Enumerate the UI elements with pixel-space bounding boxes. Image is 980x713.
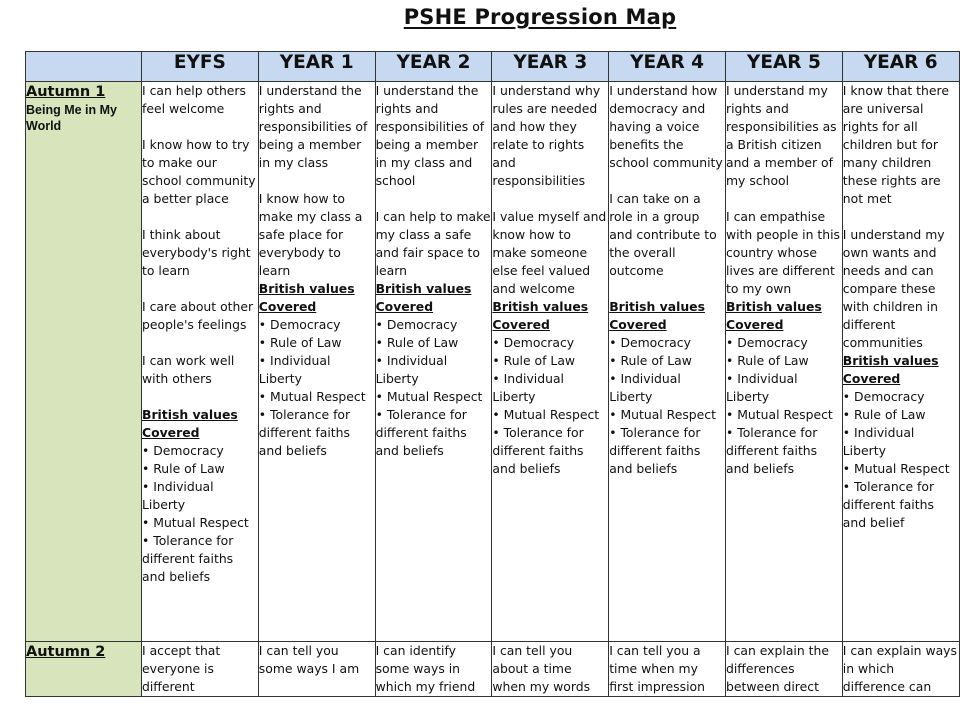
british-value-item: • Mutual Respect bbox=[492, 406, 608, 424]
outcome-statement: I can help others feel welcome bbox=[142, 83, 246, 116]
british-value-item: • Individual Liberty bbox=[609, 370, 725, 406]
british-value-item: • Rule of Law bbox=[376, 334, 492, 352]
british-value-item: • Rule of Law bbox=[609, 352, 725, 370]
term-cell bbox=[26, 642, 142, 697]
header-eyfs: EYFS bbox=[142, 52, 259, 82]
outcome-statement: I understand my rights and responsibilities as a British citizen and a member of my school bbox=[725, 83, 837, 188]
outcome-cell-year-2 bbox=[375, 82, 492, 642]
header-row bbox=[26, 52, 960, 82]
outcome-statement: I can identify some ways in which my friend bbox=[375, 643, 476, 694]
outcome-statement: I know how to try to make our school community a better place bbox=[142, 137, 256, 206]
outcome-cell-eyfs bbox=[142, 82, 259, 642]
british-value-item: • Individual Liberty bbox=[492, 370, 608, 406]
british-values-list bbox=[726, 334, 842, 478]
outcome-cell-year-6 bbox=[842, 642, 959, 697]
outcome-statement: I can explain the differences between direct bbox=[725, 643, 829, 694]
header-year-4: YEAR 4 bbox=[609, 52, 726, 82]
outcome-statement: I think about everybody's right to learn bbox=[142, 227, 251, 278]
british-value-item: • Democracy bbox=[376, 316, 492, 334]
british-value-item: • Individual Liberty bbox=[376, 352, 492, 388]
british-values-list bbox=[843, 388, 959, 532]
british-value-item: • Individual Liberty bbox=[726, 370, 842, 406]
british-value-item: • Rule of Law bbox=[726, 352, 842, 370]
outcome-cell-year-1 bbox=[258, 642, 375, 697]
header-year-3: YEAR 3 bbox=[492, 52, 609, 82]
british-value-item: • Democracy bbox=[609, 334, 725, 352]
british-values-list bbox=[492, 334, 608, 478]
outcome-statement: I can empathise with people in this country whose lives are different to my own bbox=[725, 209, 840, 296]
british-value-item: • Mutual Respect bbox=[726, 406, 842, 424]
british-value-item: • Individual Liberty bbox=[142, 478, 258, 514]
header-year-2: YEAR 2 bbox=[375, 52, 492, 82]
header-year-5: YEAR 5 bbox=[725, 52, 842, 82]
british-value-item: • Individual Liberty bbox=[259, 352, 375, 388]
british-values-heading: British values Covered bbox=[258, 281, 355, 314]
outcome-statement: I care about other people's feelings bbox=[142, 299, 254, 332]
outcome-statement: I value myself and know how to make someone else feel valued and welcome bbox=[492, 209, 607, 296]
outcome-cell-year-2 bbox=[375, 642, 492, 697]
british-value-item: • Tolerance for different faiths and beliefs bbox=[376, 406, 492, 460]
table-row-autumn-1 bbox=[26, 82, 960, 642]
british-value-item: • Individual Liberty bbox=[843, 424, 959, 460]
british-value-item: • Rule of Law bbox=[142, 460, 258, 478]
outcome-cell-year-5 bbox=[725, 642, 842, 697]
outcome-statement: I can work well with others bbox=[142, 353, 235, 386]
british-values-list bbox=[259, 316, 375, 460]
outcome-statement: I know that there are universal rights for all children but for many children these rights are not met bbox=[842, 83, 949, 206]
british-value-item: • Democracy bbox=[726, 334, 842, 352]
british-values-list bbox=[376, 316, 492, 460]
outcome-statement: I can tell you a time when my first impression bbox=[609, 643, 705, 694]
table-row-autumn-2 bbox=[26, 642, 960, 697]
british-values-heading: British values Covered bbox=[842, 353, 939, 386]
british-value-item: • Democracy bbox=[843, 388, 959, 406]
british-value-item: • Tolerance for different faiths and beliefs bbox=[492, 424, 608, 478]
british-values-heading: British values Covered bbox=[375, 281, 472, 314]
outcome-statement: I understand why rules are needed and how they relate to rights and responsibilities bbox=[492, 83, 601, 188]
british-values-heading: British values Covered bbox=[142, 407, 238, 440]
outcome-cell-year-5 bbox=[725, 82, 842, 642]
british-value-item: • Rule of Law bbox=[492, 352, 608, 370]
outcome-cell-year-4 bbox=[609, 82, 726, 642]
british-value-item: • Democracy bbox=[492, 334, 608, 352]
british-value-item: • Tolerance for different faiths and beliefs bbox=[142, 532, 258, 586]
british-value-item: • Mutual Respect bbox=[843, 460, 959, 478]
term-subtitle: Being Me in My World bbox=[26, 103, 117, 133]
term-name: Autumn 1 bbox=[26, 84, 106, 100]
outcome-statement: I understand the rights and responsibilities of being a member in my class bbox=[258, 83, 368, 170]
outcome-statement: I can explain ways in which difference can bbox=[842, 643, 957, 694]
british-value-item: • Tolerance for different faiths and beliefs bbox=[259, 406, 375, 460]
term-cell bbox=[26, 82, 142, 642]
british-values-heading: British values Covered bbox=[609, 299, 705, 332]
term-name: Autumn 2 bbox=[26, 644, 106, 660]
corner-cell bbox=[26, 52, 142, 82]
outcome-cell-eyfs bbox=[142, 642, 259, 697]
outcome-cell-year-1 bbox=[258, 82, 375, 642]
outcome-cell-year-3 bbox=[492, 82, 609, 642]
british-values-list bbox=[609, 334, 725, 478]
header-year-1: YEAR 1 bbox=[258, 52, 375, 82]
british-value-item: • Mutual Respect bbox=[142, 514, 258, 532]
outcome-statement: I understand my own wants and needs and can compare these with children in different communities bbox=[842, 227, 945, 350]
british-value-item: • Tolerance for different faiths and beliefs bbox=[609, 424, 725, 478]
progression-table bbox=[25, 51, 960, 697]
british-values-heading: British values Covered bbox=[492, 299, 589, 332]
british-value-item: • Rule of Law bbox=[843, 406, 959, 424]
british-value-item: • Mutual Respect bbox=[609, 406, 725, 424]
page-title: PSHE Progression Map bbox=[403, 5, 677, 29]
british-value-item: • Tolerance for different faiths and belief bbox=[843, 478, 959, 532]
outcome-cell-year-4 bbox=[609, 642, 726, 697]
outcome-cell-year-3 bbox=[492, 642, 609, 697]
british-value-item: • Rule of Law bbox=[259, 334, 375, 352]
british-value-item: • Tolerance for different faiths and beliefs bbox=[726, 424, 842, 478]
british-value-item: • Mutual Respect bbox=[259, 388, 375, 406]
outcome-statement: I can take on a role in a group and contribute to the overall outcome bbox=[609, 191, 717, 278]
british-values-list bbox=[142, 442, 258, 586]
outcome-cell-year-6 bbox=[842, 82, 959, 642]
outcome-statement: I understand the rights and responsibilities of being a member in my class and school bbox=[375, 83, 485, 188]
british-values-heading: British values Covered bbox=[725, 299, 822, 332]
outcome-statement: I understand how democracy and having a voice benefits the school community bbox=[609, 83, 723, 170]
british-value-item: • Democracy bbox=[142, 442, 258, 460]
outcome-statement: I accept that everyone is different bbox=[142, 643, 221, 694]
header-year-6: YEAR 6 bbox=[842, 52, 959, 82]
outcome-statement: I can tell you about a time when my words bbox=[492, 643, 591, 694]
british-value-item: • Mutual Respect bbox=[376, 388, 492, 406]
outcome-statement: I can help to make my class a safe and fair space to learn bbox=[375, 209, 491, 278]
british-value-item: • Democracy bbox=[259, 316, 375, 334]
outcome-statement: I can tell you some ways I am bbox=[258, 643, 360, 676]
outcome-statement: I know how to make my class a safe place for everybody to learn bbox=[258, 191, 363, 278]
